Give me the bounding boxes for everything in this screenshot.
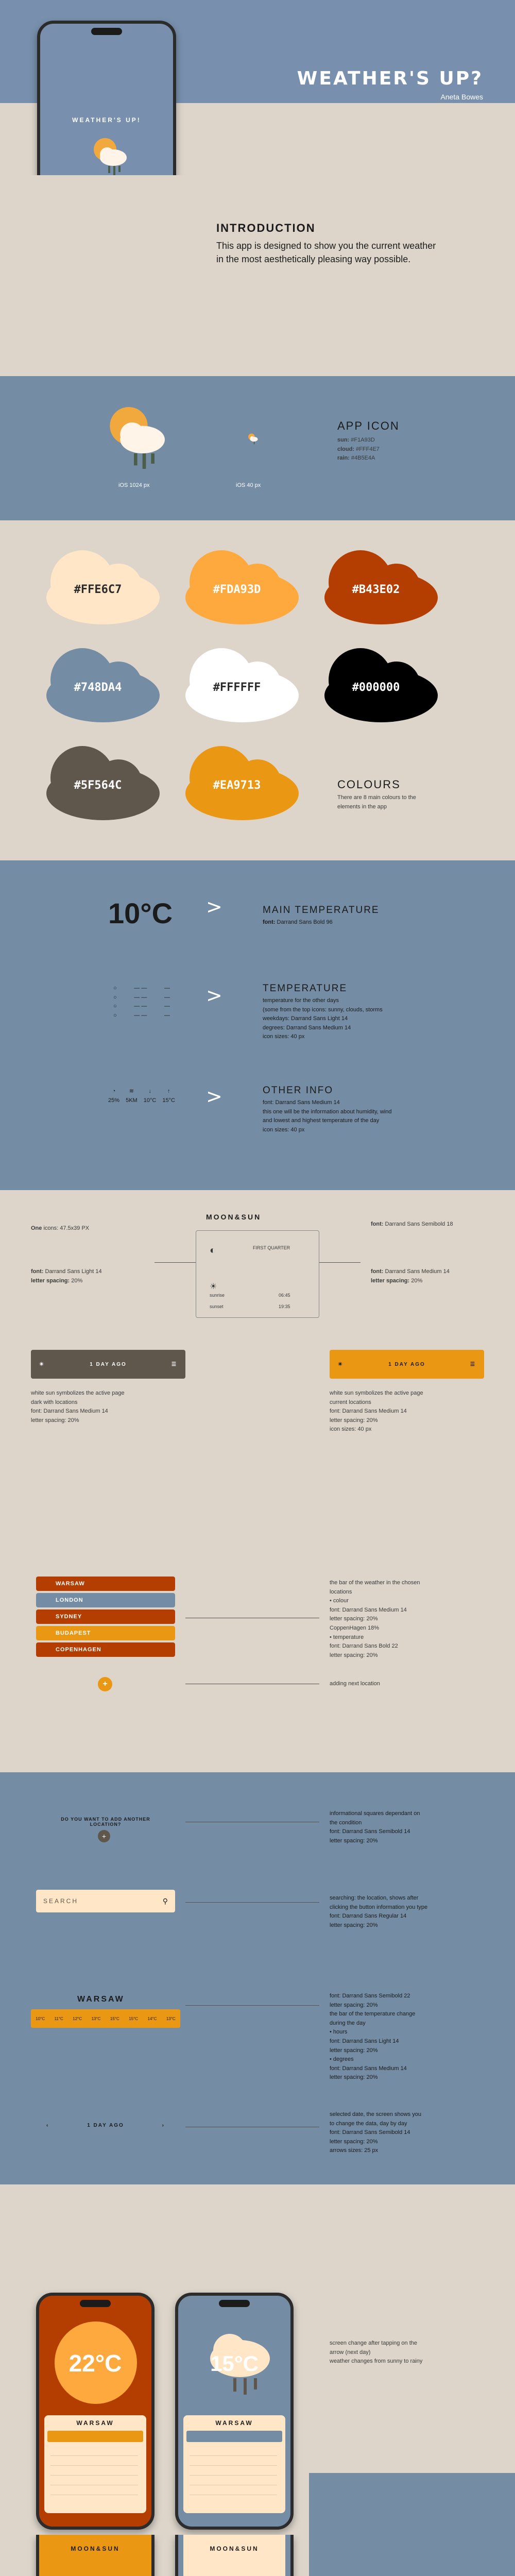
main-temp-heading: MAIN TEMPERATURE (263, 905, 380, 916)
large-app-icon (98, 397, 175, 474)
day-switcher-desc: selected date, the screen shows you to change the data, day by day font: Darrand Sans Semibold 14 letter spacing: 20% arrows sizes: 25 px (330, 2111, 421, 2154)
phone-rainy-warsaw (175, 2293, 294, 2530)
sun-icon: ☀ (338, 1361, 344, 1367)
arrow-icon: > (206, 895, 222, 918)
hourly-value: 12°C (73, 2016, 82, 2021)
phone-a-temp: 22°C (68, 2350, 122, 2377)
search-placeholder: SEARCH (43, 1897, 79, 1905)
annotation-line (154, 1262, 196, 1263)
colour-hex-label: #B43E02 (352, 583, 400, 596)
phone-a-panel (44, 2415, 146, 2513)
mini-icon: ○ (113, 994, 117, 1001)
moonsun-title: MOON&SUN (206, 1213, 262, 1221)
colour-hex-label: #5F564C (74, 779, 122, 792)
colour-hex-label: #EA9713 (213, 779, 261, 792)
small-app-icon (246, 432, 260, 445)
typography-section (0, 860, 515, 1190)
other-info-mini: ◔ 25% ≋ 5KM ↓ 10°C ↑ 15°C (108, 1088, 175, 1104)
screens-section-2 (0, 2535, 515, 2576)
day-switcher (46, 2123, 165, 2128)
annotation-line (185, 2005, 319, 2006)
sunset-time: 19:35 (279, 1304, 290, 1309)
search-desc: searching: the location, shows after clicking the button information you type font: Darrand Sans Regular 14 letter spacing: 20% (330, 1895, 428, 1928)
intro-heading: INTRODUCTION (216, 222, 316, 234)
search-input[interactable] (36, 1890, 175, 1912)
colour-swatch (31, 541, 165, 629)
city-row-sydney[interactable]: SYDNEY (36, 1609, 175, 1624)
city-title: WARSAW (77, 1995, 125, 2004)
city-row-copenhagen[interactable]: COPENHAGEN (36, 1642, 175, 1657)
arrow-icon: > (206, 1085, 222, 1108)
phone-b-temp: 15°C (210, 2351, 259, 2376)
phone-a-city: WARSAW (76, 2419, 114, 2427)
colour-swatch (170, 541, 304, 629)
moonsun-card (196, 1230, 319, 1318)
hero-phone (37, 21, 176, 175)
sunrise-icon: ☀ (210, 1282, 217, 1291)
app-icon-details: sun: #F1A93D cloud: #FFF4E7 rain: #4B5E4A (337, 437, 380, 462)
search-section (0, 1772, 515, 2184)
add-location-button[interactable]: + (98, 1677, 112, 1691)
prev-day-arrow[interactable]: ‹ (46, 2123, 49, 2128)
mini-icon: ○ (113, 1003, 117, 1010)
annotation-line (319, 1262, 360, 1263)
moonsun-right-top: font: Darrand Sans Semibold 18 (371, 1221, 453, 1227)
add-location-label: adding next location (330, 1681, 380, 1687)
phone-sunny-warsaw (36, 2293, 154, 2530)
city-desc: font: Darrand Sans Semibold 22 letter spacing: 20% the bar of the temperature change during the day • hours font: Darrand Sans Light 14 letter spacing: 20% • degrees font: Darrand Sans Medium 14 letter spacing: 20% (330, 1993, 416, 2081)
sun-cloud-rain-icon (87, 132, 133, 175)
temperature-heading: TEMPERATURE (263, 983, 348, 994)
weekday-mini-list: ○ — — — ○ — — — ○ — — — ○ — — — (113, 984, 170, 1020)
mini-icon: ○ (113, 1012, 117, 1019)
intro-section (0, 175, 515, 376)
arrow-icon: > (206, 984, 222, 1007)
colour-hex-label: #FFE6C7 (74, 583, 122, 596)
colour-swatch (170, 639, 304, 726)
day-switcher-label: 1 DAY AGO (87, 2123, 124, 2128)
sunrise-time: 06:45 (279, 1293, 290, 1298)
colour-swatch (31, 737, 165, 824)
list-icon: ☰ (470, 1361, 476, 1367)
colour-hex-label: #FFFFFF (213, 681, 261, 694)
other-info-heading: OTHER INFO (263, 1085, 334, 1096)
dark-day-bar[interactable] (31, 1350, 185, 1379)
app-icon-heading: APP ICON (337, 419, 400, 432)
colours-heading: COLOURS (337, 778, 401, 791)
question-desc: informational squares dependant on the condition font: Darrand Sans Semibold 14 letter spacing: 20% (330, 1810, 420, 1844)
colour-swatch (309, 639, 443, 726)
colour-hex-label: #FDA93D (213, 583, 261, 596)
search-icon: ⚲ (162, 1896, 168, 1905)
colours-body: There are 8 main colours to the elements in the app (337, 794, 416, 810)
temperature-lines: temperature for the other days (some from the top icons: sunny, clouds, storms weekdays: Darrand Sans Light 14 degrees: Darrand Sans Medium 14 icon sizes: 40 px (263, 997, 383, 1040)
phone-app-title: WEATHER'S UP! (72, 116, 141, 124)
author-name: Aneta Bowes (440, 93, 483, 101)
hourly-value: 13°C (166, 2016, 176, 2021)
add-location-question: DO YOU WANT TO ADD ANOTHER LOCATION? (61, 1817, 150, 1827)
sunset-label: sunset (210, 1304, 224, 1309)
annotation-line (185, 1902, 319, 1903)
mini-icon: ○ (113, 985, 117, 991)
city-row-warsaw[interactable]: WARSAW (36, 1577, 175, 1591)
orange-bar-label: 1 DAY AGO (388, 1361, 425, 1367)
hourly-strip (31, 2009, 180, 2028)
phone-moonsun-b (175, 2535, 294, 2576)
app-title: WEATHER'S UP? (297, 68, 483, 89)
screens-section-1 (0, 2184, 515, 2535)
colour-hex-label: #000000 (352, 681, 400, 694)
dark-bar-label: 1 DAY AGO (90, 1361, 127, 1367)
phone-moonsun-a (36, 2535, 154, 2576)
phone-a-strip (47, 2431, 143, 2442)
sun-icon: ☀ (39, 1361, 45, 1367)
orange-bar-desc: white sun symbolizes the active page current locations font: Darrand Sans Medium 14 letter spacing: 20% icon sizes: 40 px (330, 1390, 423, 1433)
hourly-value: 13°C (91, 2016, 101, 2021)
question-plus-icon[interactable]: + (98, 1830, 110, 1842)
phone-a-days (50, 2446, 138, 2503)
other-info-lines: font: Darrand Sans Medium 14 this one will be the information about humidity, wind and lowest and highest temperature of the day icon sizes: 40 px (263, 1099, 392, 1133)
colour-swatch (31, 639, 165, 726)
hourly-value: 15°C (110, 2016, 119, 2021)
temp-sample: 10°C (108, 897, 173, 929)
hourly-value: 15°C (129, 2016, 139, 2021)
hourly-value: 14°C (147, 2016, 157, 2021)
colours-section (0, 520, 515, 860)
header-section (0, 0, 515, 175)
moonsun-right-mid: font: Darrand Sans Medium 14 letter spacing: 20% (371, 1268, 450, 1284)
app-icon-section (0, 376, 515, 520)
intro-body: This app is designed to show you the current weather in the most aesthetically pleasing way possible. (216, 241, 436, 265)
hourly-value: 11°C (54, 2016, 63, 2021)
moon-phase-label: FIRST QUARTER (253, 1245, 290, 1250)
colour-swatch (170, 737, 304, 824)
city-row-budapest[interactable]: BUDAPEST (36, 1626, 175, 1640)
phone-b-second-title: MOON&SUN (210, 2545, 259, 2552)
phone-notch (91, 28, 122, 35)
sunrise-label: sunrise (210, 1293, 225, 1298)
phone-a-second-title: MOON&SUN (71, 2545, 120, 2552)
dark-bar-desc: white sun symbolizes the active page dark with locations font: Darrand Sans Medium 14 letter spacing: 20% (31, 1390, 125, 1423)
screens1-desc: screen change after tapping on the arrow (next day) weather changes from sunny to rainy (330, 2340, 423, 2365)
colour-swatch (309, 541, 443, 629)
cities-desc: the bar of the weather in the chosen locations • colour font: Darrand Sans Medium 14 letter spacing: 20% CoppenHagen 18% • temperature font: Darrand Sans Bold 22 letter spacing: 20% (330, 1580, 420, 1658)
phone-b-strip (186, 2431, 282, 2442)
colour-hex-label: #748DA4 (74, 681, 122, 694)
blue-panel (309, 2535, 515, 2576)
moonsun-left-top: One icons: 47.5x39 PX (31, 1225, 90, 1231)
phone-b-city: WARSAW (215, 2419, 253, 2427)
icon-caption-small: iOS 40 px (236, 482, 261, 488)
phone-b-panel (183, 2415, 285, 2513)
moon-phase-icon: ◐ (210, 1245, 216, 1256)
components-section (0, 1190, 515, 1772)
phone-b-days (190, 2446, 277, 2503)
main-temp-font: font: Darrand Sans Bold 96 (263, 919, 333, 925)
icon-caption-large: iOS 1024 px (118, 482, 150, 488)
list-icon: ☰ (171, 1361, 177, 1367)
hourly-value: 10°C (36, 2016, 45, 2021)
city-row-london[interactable]: LONDON (36, 1593, 175, 1607)
moonsun-left-mid: font: Darrand Sans Light 14 letter spacing: 20% (31, 1268, 102, 1284)
city-list (36, 1577, 175, 1664)
next-day-arrow[interactable]: › (162, 2123, 165, 2128)
phone-b-second-panel (183, 2535, 285, 2576)
blue-panel (309, 2473, 515, 2535)
orange-day-bar[interactable] (330, 1350, 484, 1379)
